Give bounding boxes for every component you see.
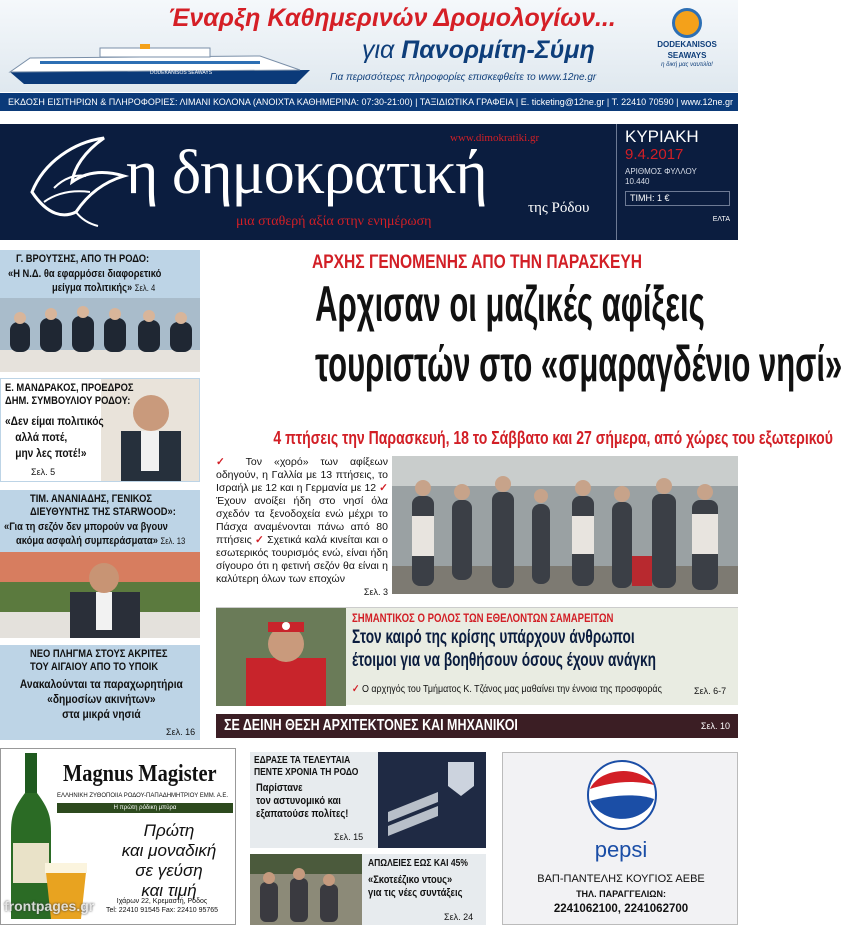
pepsi-ad[interactable]	[502, 752, 738, 925]
magnus-address: Ιχάρων 22, Κρεμαστή, Ρόδος Tel: 22410 91545 Fax: 22410 95765	[105, 898, 219, 914]
police-kicker: ΕΔΡΑΣΕ ΤΑ ΤΕΛΕΥΤΑΙΑ ΠΕΝΤΕ ΧΡΟΝΙΑ ΤΗ ΡΟΔΟ	[254, 755, 359, 778]
main-story-kicker: ΑΡΧΗΣ ΓΕΝΟΜΕΝΗΣ ΑΠΟ ΤΗΝ ΠΑΡΑΣΚΕΥΗ	[312, 252, 642, 273]
magnus-tagline: Η πρώτη ρόδικη μπύρα	[57, 803, 233, 813]
dove-logo-icon	[24, 132, 134, 232]
story-volunteers[interactable]	[216, 607, 738, 705]
story-quote: Ανακαλούνται τα παραχωρητήρια «δημοσίων ακινήτων» στα μικρά νησιά	[19, 677, 183, 721]
pepsi-phones: 2241062100, 2241062700	[553, 903, 689, 915]
page-ref: Σελ. 13	[160, 536, 186, 546]
pepsi-globe-icon	[587, 759, 657, 831]
volunteers-headline: Στον καιρό της κρίσης υπάρχουν άνθρωποι έτοιμοι για να βοηθήσουν όσους έχουν ανάγκη	[352, 627, 656, 671]
issue-date: 9.4.2017	[625, 146, 684, 163]
samaritan-photo	[216, 608, 346, 706]
newspaper-url[interactable]: www.dimokratiki.gr	[450, 132, 540, 144]
page-ref: Σελ. 16	[166, 727, 196, 737]
story-fake-police[interactable]	[250, 752, 486, 848]
frontpages-watermark: frontpages.gr	[4, 898, 95, 914]
check-icon: ✓	[379, 482, 388, 494]
story-quote-line: μείγμα πολιτικής» Σελ. 4	[52, 282, 156, 294]
main-subhead: 4 πτήσεις την Παρασκευή, 18 το Σάββατο και 27 σήμερα, από χώρες του εξωτερικού	[273, 428, 833, 448]
logo-brand-1: DODEKANISOS	[657, 40, 717, 49]
ad-route	[362, 36, 595, 65]
story-title: ΤΟΥ ΑΙΓΑΙΟΥ ΑΠΟ ΤΟ ΥΠΟΙΚ	[30, 661, 159, 673]
newspaper-subtitle: της Ρόδου	[528, 200, 590, 216]
elta-logo: ΕΛΤΑ	[712, 216, 730, 223]
headline-line-2: τουριστών στο «σμαραγδένιο νησί»	[315, 336, 842, 392]
issue-info	[616, 124, 738, 240]
magnus-title: Magnus Magister	[63, 761, 217, 787]
newspaper-motto: μια σταθερή αξία στην ενημέρωση	[236, 214, 432, 229]
story-title: ΝΕΟ ΠΛΗΓΜΑ ΣΤΟΥΣ ΑΚΡΙΤΕΣ	[30, 648, 168, 660]
magnus-company: ΕΛΛΗΝΙΚΗ ΖΥΘΟΠΟΙΙΑ ΡΟΔΟΥ-ΠΑΠΑΔΗΜΗΤΡΙΟΥ ΕΜΜ. Α.Ε.	[57, 793, 229, 799]
page-ref: Σελ. 5	[31, 467, 56, 477]
ad-route-prefix: για	[362, 36, 402, 64]
logo-tagline: η δική μας ναυτιλία!	[661, 62, 713, 68]
issue-day: ΚΥΡΙΑΚΗ	[625, 127, 699, 146]
pepsi-distributor: ΒΑΠ-ΠΑΝΤΕΛΗΣ ΚΟΥΓΙΟΣ ΑΕΒΕ	[537, 873, 705, 885]
ticket-info-bar: ΕΚΔΟΣΗ ΕΙΣΙΤΗΡΙΩΝ & ΠΛΗΡΟΦΟΡΙΕΣ: ΛΙΜΑΝΙ ΚΟΛΟΝΑ (ΑΝΟΙΧΤΑ ΚΑΘΗΜΕΡΙΝΑ: 07:30-21:00) | ΤΑΞΙΔΙΩΤΙΚΑ ΓΡΑΦΕΙΑ | E. ticketing@12ne.gr | T. 22410 70590 | www.12ne.gr	[0, 93, 738, 111]
story-quote-line: ακόμα ασφαλή συμπεράσματα» Σελ. 13	[16, 535, 186, 547]
page-ref: Σελ. 24	[444, 912, 474, 922]
story-akrites[interactable]	[0, 645, 200, 740]
issue-number-label: ΑΡΙΘΜΟΣ ΦΥΛΛΟΥ	[625, 167, 697, 176]
masthead	[0, 124, 738, 240]
story-title: Ε. ΜΑΝΔΡΑΚΟΣ, ΠΡΟΕΔΡΟΣ	[5, 382, 134, 394]
story-quote: «Δεν είμαι πολιτικός αλλά ποτέ, μην λες ποτέ!»	[5, 414, 104, 460]
pepsi-wordmark: pepsi	[594, 837, 648, 862]
story-quote-line: «Η Ν.Δ. θα εφαρμόσει διαφορετικό	[8, 268, 162, 280]
page-ref: Σελ. 10	[700, 721, 730, 731]
magnus-slogan: Πρώτη και μοναδική σε γεύση και τιμή	[121, 821, 217, 900]
sun-logo-icon	[672, 8, 702, 38]
ad-title: Έναρξη Καθημερινών Δρομολογίων...	[168, 4, 616, 32]
volunteers-kicker: ΣΗΜΑΝΤΙΚΟΣ Ο ΡΟΛΟΣ ΤΩΝ ΕΘΕΛΟΝΤΩΝ ΣΑΜΑΡΕΙΤΩΝ	[352, 611, 614, 625]
police-headline: Παρίστανε τον αστυνομικό και εξαπατούσε πολίτες!	[256, 782, 349, 820]
ananiadis-photo	[0, 552, 200, 638]
press-conference-photo	[0, 298, 200, 372]
page-ref: Σελ. 6-7	[694, 686, 727, 696]
logo-brand-2: SEAWAYS	[667, 51, 707, 60]
issue-price: ΤΙΜΗ: 1 €	[625, 191, 730, 206]
check-icon: ✓	[216, 456, 234, 468]
story-title: ΔΗΜ. ΣΥΜΒΟΥΛΙΟΥ ΡΟΔΟΥ:	[5, 395, 131, 407]
story-title: ΔΙΕΥΘΥΝΤΗΣ ΤΗΣ STARWOOD»:	[30, 506, 176, 518]
newspaper-title: η δημοκρατική	[126, 139, 487, 207]
story-vroutsis[interactable]	[0, 250, 200, 372]
airport-arrivals-photo	[392, 456, 738, 594]
page-ref: Σελ. 4	[134, 283, 156, 293]
story-title: Γ. ΒΡΟΥΤΣΗΣ, ΑΠΟ ΤΗ ΡΟΔΟ:	[16, 253, 150, 265]
pensions-headline: «Σκοτεέζικο ντους» για τις νέες συντάξεις	[368, 874, 463, 899]
page-ref: Σελ. 3	[363, 587, 388, 597]
headline-line-1: Αρχισαν οι μαζικές αφίξεις	[315, 276, 705, 332]
ad-route-name: Πανορμίτη-Σύμη	[401, 36, 595, 64]
issue-number: 10.440	[625, 177, 650, 186]
dodekanisos-logo	[642, 8, 732, 86]
story-pensions[interactable]	[250, 854, 486, 925]
ship-name: DODEKANISOS SEAWAYS	[150, 70, 213, 76]
check-icon: ✓	[352, 683, 360, 695]
story-architects[interactable]	[216, 714, 738, 738]
main-headline[interactable]	[216, 274, 842, 394]
story-ananiadis[interactable]	[0, 490, 200, 638]
story-quote-line: «Για τη σεζόν δεν μπορούν να βγουν	[4, 521, 168, 533]
ad-info: Για περισσότερες πληροφορίες επισκεφθείτε το www.12ne.gr	[330, 72, 597, 83]
police-badge-photo	[378, 752, 486, 848]
page-ref: Σελ. 15	[334, 832, 364, 842]
story-mandrakos[interactable]	[0, 378, 200, 482]
volunteers-text: ✓ Ο αρχηγός του Τμήματος Κ. Τζάνος μας μαθαίνει την έννοια της προσφοράς	[352, 683, 662, 695]
pensioners-photo	[250, 854, 362, 925]
pensions-kicker: ΑΠΩΛΕΙΕΣ ΕΩΣ ΚΑΙ 45%	[368, 858, 468, 869]
ferry-ad-banner[interactable]	[0, 0, 738, 92]
check-icon: ✓	[254, 534, 264, 546]
architects-headline: ΣΕ ΔΕΙΝΗ ΘΕΣΗ ΑΡΧΙΤΕΚΤΟΝΕΣ ΚΑΙ ΜΗΧΑΝΙΚΟΙ	[224, 717, 518, 734]
main-lead-text: ✓ Τον «χορό» των αφίξεων οδηγούν, η Γαλλία με 13 πτήσεις, το Ισραήλ με 12 και η Γερμανία με 12 ✓ Έχουν ανοίξει ήδη στο νησί όλα σχεδόν τα ξενοδοχεία ενώ μέχρι το Πάσχα αναμένονται πάνω από 80 πτήσεις ✓ Σχετικά καλά κινείται και ο εσωτερικός τουρισμός ενώ, είναι ήδη σίγουρο ότι η φετινή σεζόν θα είναι η καλύτερη όλων των εποχών Σελ. 3	[216, 456, 388, 597]
pepsi-tel-label: ΤΗΛ. ΠΑΡΑΓΓΕΛΙΩΝ:	[576, 889, 666, 899]
ferry-ship-illustration	[10, 44, 310, 84]
story-title: ΤΙΜ. ΑΝΑΝΙΑΔΗΣ, ΓΕΝΙΚΟΣ	[30, 493, 153, 505]
